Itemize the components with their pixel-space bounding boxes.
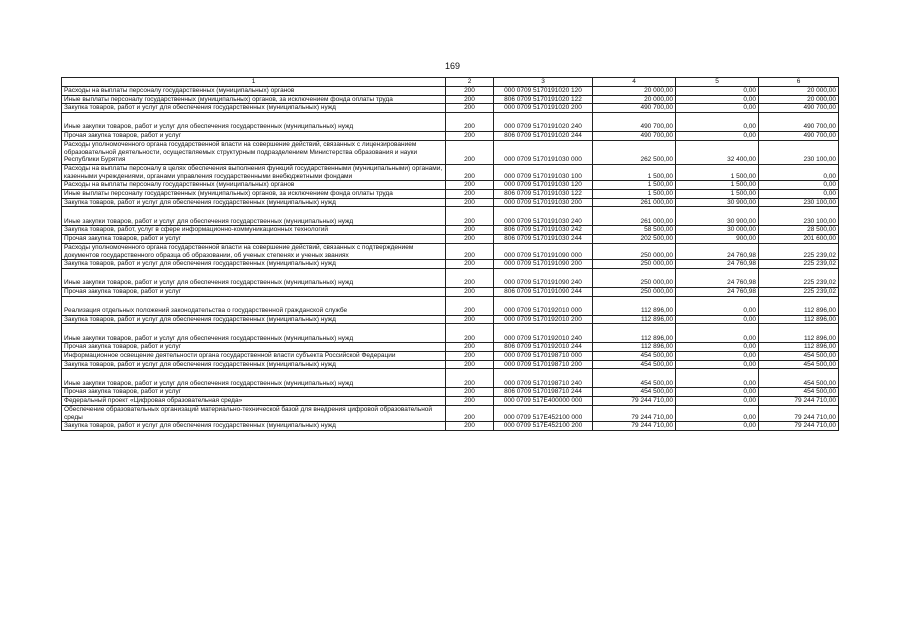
budget-code-cell: 000 0709 5170191030 100 xyxy=(494,164,593,180)
table-row xyxy=(62,360,839,369)
amount-cell: 0,00 xyxy=(676,315,759,324)
budget-code-cell: 000 0709 5170191020 120 xyxy=(494,87,593,96)
expense-name-cell: Реализация отдельных положений законодательства о государственной гражданской службе xyxy=(62,296,446,315)
expense-name-cell: Иные закупки товаров, работ и услуг для обеспечения государственных (муниципальных) нужд xyxy=(62,113,446,132)
expense-name-cell: Федеральный проект «Цифровая образовательная среда» xyxy=(62,397,446,406)
budget-code-cell: 000 0709 5170192010 200 xyxy=(494,315,593,324)
amount-cell: 24 760,98 xyxy=(676,243,759,259)
amount-cell: 0,00 xyxy=(759,181,839,190)
amount-cell: 490 700,00 xyxy=(759,113,839,132)
expense-name-cell: Закупка товаров, работ и услуг для обеспечения государственных (муниципальных) нужд xyxy=(62,360,446,369)
table-row xyxy=(62,140,839,164)
amount-cell: 112 896,00 xyxy=(593,343,676,352)
line-code-cell: 200 xyxy=(446,190,494,199)
expense-name-cell: Иные закупки товаров, работ и услуг для обеспечения государственных (муниципальных) нужд xyxy=(62,207,446,226)
budget-code-cell: 000 0709 5170198710 200 xyxy=(494,360,593,369)
table-row xyxy=(62,422,839,431)
amount-cell: 454 500,00 xyxy=(593,369,676,388)
amount-cell: 30 900,00 xyxy=(676,207,759,226)
line-code-cell: 200 xyxy=(446,104,494,113)
expense-name-cell: Иные закупки товаров, работ и услуг для обеспечения государственных (муниципальных) нужд xyxy=(62,324,446,343)
budget-code-cell: 000 0709 5170192010 000 xyxy=(494,296,593,315)
expense-name-cell: Расходы на выплаты персоналу государственных (муниципальных) органов xyxy=(62,87,446,96)
amount-cell: 900,00 xyxy=(676,235,759,244)
expense-name-cell: Расходы на выплаты персоналу государственных (муниципальных) органов xyxy=(62,181,446,190)
budget-code-cell: 806 0709 5170192010 244 xyxy=(494,343,593,352)
amount-cell: 225 239,02 xyxy=(759,287,839,296)
amount-cell: 20 000,00 xyxy=(593,87,676,96)
amount-cell: 20 000,00 xyxy=(759,95,839,104)
line-code-cell: 200 xyxy=(446,113,494,132)
amount-cell: 0,00 xyxy=(676,360,759,369)
expense-name-cell: Иные выплаты персоналу государственных (муниципальных) органов, за исключением фонда оплаты труда xyxy=(62,190,446,199)
expense-name-cell: Прочая закупка товаров, работ и услуг xyxy=(62,287,446,296)
table-row xyxy=(62,164,839,180)
line-code-cell: 200 xyxy=(446,388,494,397)
table-row xyxy=(62,190,839,199)
expense-name-cell: Закупка товаров, работ и услуг для обеспечения государственных (муниципальных) нужд xyxy=(62,260,446,269)
amount-cell: 230 100,00 xyxy=(759,198,839,207)
line-code-cell: 200 xyxy=(446,260,494,269)
amount-cell: 230 100,00 xyxy=(759,207,839,226)
amount-cell: 24 760,98 xyxy=(676,287,759,296)
amount-cell: 0,00 xyxy=(676,132,759,141)
amount-cell: 454 500,00 xyxy=(759,352,839,361)
table-row xyxy=(62,287,839,296)
amount-cell: 30 900,00 xyxy=(676,198,759,207)
expense-name-cell: Прочая закупка товаров, работ и услуг xyxy=(62,388,446,397)
expense-name-cell: Иные закупки товаров, работ и услуг для обеспечения государственных (муниципальных) нужд xyxy=(62,369,446,388)
line-code-cell: 200 xyxy=(446,235,494,244)
amount-cell: 0,00 xyxy=(676,405,759,421)
budget-code-cell: 806 0709 5170191030 244 xyxy=(494,235,593,244)
expense-name-cell: Закупка товаров, работ и услуг для обеспечения государственных (муниципальных) нужд xyxy=(62,422,446,431)
amount-cell: 0,00 xyxy=(676,104,759,113)
line-code-cell: 200 xyxy=(446,360,494,369)
table-row xyxy=(62,235,839,244)
amount-cell: 490 700,00 xyxy=(759,132,839,141)
budget-code-cell: 000 0709 5170191030 240 xyxy=(494,207,593,226)
budget-table xyxy=(61,77,839,431)
amount-cell: 112 896,00 xyxy=(593,296,676,315)
amount-cell: 79 244 710,00 xyxy=(759,397,839,406)
amount-cell: 79 244 710,00 xyxy=(759,405,839,421)
amount-cell: 20 000,00 xyxy=(593,95,676,104)
line-code-cell: 200 xyxy=(446,324,494,343)
expense-name-cell: Иные выплаты персоналу государственных (муниципальных) органов, за исключением фонда оплаты труда xyxy=(62,95,446,104)
line-code-cell: 200 xyxy=(446,95,494,104)
table-row xyxy=(62,260,839,269)
amount-cell: 261 000,00 xyxy=(593,198,676,207)
line-code-cell: 200 xyxy=(446,405,494,421)
table-row xyxy=(62,343,839,352)
line-code-cell: 200 xyxy=(446,287,494,296)
amount-cell: 261 000,00 xyxy=(593,207,676,226)
table-row xyxy=(62,296,839,315)
amount-cell: 30 000,00 xyxy=(676,226,759,235)
table-row xyxy=(62,207,839,226)
line-code-cell: 200 xyxy=(446,343,494,352)
amount-cell: 454 500,00 xyxy=(593,360,676,369)
amount-cell: 0,00 xyxy=(676,324,759,343)
amount-cell: 250 000,00 xyxy=(593,260,676,269)
amount-cell: 0,00 xyxy=(676,369,759,388)
amount-cell: 20 000,00 xyxy=(759,87,839,96)
amount-cell: 112 896,00 xyxy=(759,315,839,324)
line-code-cell: 200 xyxy=(446,132,494,141)
table-row xyxy=(62,87,839,96)
line-code-cell: 200 xyxy=(446,397,494,406)
table-row xyxy=(62,388,839,397)
expense-name-cell: Расходы уполномоченного органа государственной власти на совершение действий, связанных с подтверждением документов государственного образца об образовании, об ученых степенях и ученых званиях xyxy=(62,243,446,259)
amount-cell: 79 244 710,00 xyxy=(593,405,676,421)
budget-code-cell: 806 0709 5170191090 244 xyxy=(494,287,593,296)
amount-cell: 0,00 xyxy=(676,397,759,406)
budget-code-cell: 806 0709 5170198710 244 xyxy=(494,388,593,397)
budget-code-cell: 806 0709 5170191020 122 xyxy=(494,95,593,104)
budget-code-cell: 000 0709 5170192010 240 xyxy=(494,324,593,343)
line-code-cell: 200 xyxy=(446,352,494,361)
column-header: 6 xyxy=(759,78,839,87)
amount-cell: 24 760,98 xyxy=(676,260,759,269)
line-code-cell: 200 xyxy=(446,243,494,259)
budget-code-cell: 000 0709 5170191020 200 xyxy=(494,104,593,113)
amount-cell: 112 896,00 xyxy=(759,343,839,352)
expense-name-cell: Информационное освещение деятельности органа государственной власти субъекта Российской Федерации xyxy=(62,352,446,361)
amount-cell: 454 500,00 xyxy=(759,388,839,397)
amount-cell: 1 500,00 xyxy=(676,164,759,180)
table-header-row xyxy=(62,78,839,87)
column-header: 3 xyxy=(494,78,593,87)
amount-cell: 0,00 xyxy=(676,388,759,397)
expense-name-cell: Расходы на выплаты персоналу в целях обеспечения выполнения функций государственными (муниципальными) органами, казенными учреждениями, органами управления государственными внебюджетными фондами xyxy=(62,164,446,180)
expense-name-cell: Закупка товаров, работ, услуг в сфере информационно-коммуникационных технологий xyxy=(62,226,446,235)
table-row xyxy=(62,352,839,361)
column-header: 2 xyxy=(446,78,494,87)
expense-name-cell: Прочая закупка товаров, работ и услуг xyxy=(62,343,446,352)
amount-cell: 79 244 710,00 xyxy=(593,422,676,431)
column-header: 4 xyxy=(593,78,676,87)
amount-cell: 0,00 xyxy=(676,296,759,315)
amount-cell: 201 600,00 xyxy=(759,235,839,244)
amount-cell: 1 500,00 xyxy=(593,164,676,180)
column-header: 5 xyxy=(676,78,759,87)
expense-name-cell: Закупка товаров, работ и услуг для обеспечения государственных (муниципальных) нужд xyxy=(62,315,446,324)
amount-cell: 24 760,98 xyxy=(676,268,759,287)
amount-cell: 58 500,00 xyxy=(593,226,676,235)
amount-cell: 0,00 xyxy=(676,422,759,431)
budget-code-cell: 000 0709 5170191030 200 xyxy=(494,198,593,207)
amount-cell: 112 896,00 xyxy=(593,315,676,324)
budget-code-cell: 000 0709 5170191090 000 xyxy=(494,243,593,259)
table-row xyxy=(62,268,839,287)
table-row xyxy=(62,95,839,104)
budget-code-cell: 000 0709 5170191020 240 xyxy=(494,113,593,132)
budget-code-cell: 000 0709 5170191090 200 xyxy=(494,260,593,269)
amount-cell: 112 896,00 xyxy=(759,296,839,315)
amount-cell: 1 500,00 xyxy=(676,181,759,190)
line-code-cell: 200 xyxy=(446,140,494,164)
amount-cell: 0,00 xyxy=(676,87,759,96)
amount-cell: 112 896,00 xyxy=(593,324,676,343)
amount-cell: 1 500,00 xyxy=(593,181,676,190)
page-number: 169 xyxy=(444,61,461,71)
budget-code-cell: 000 0709 517E400000 000 xyxy=(494,397,593,406)
amount-cell: 454 500,00 xyxy=(759,369,839,388)
amount-cell: 28 500,00 xyxy=(759,226,839,235)
table-row xyxy=(62,405,839,421)
amount-cell: 79 244 710,00 xyxy=(593,397,676,406)
table-row xyxy=(62,324,839,343)
line-code-cell: 200 xyxy=(446,198,494,207)
amount-cell: 225 239,02 xyxy=(759,260,839,269)
table-row xyxy=(62,132,839,141)
amount-cell: 32 400,00 xyxy=(676,140,759,164)
amount-cell: 250 000,00 xyxy=(593,268,676,287)
budget-code-cell: 000 0709 5170198710 240 xyxy=(494,369,593,388)
expense-name-cell: Закупка товаров, работ и услуг для обеспечения государственных (муниципальных) нужд xyxy=(62,198,446,207)
line-code-cell: 200 xyxy=(446,181,494,190)
amount-cell: 1 500,00 xyxy=(676,190,759,199)
line-code-cell: 200 xyxy=(446,315,494,324)
line-code-cell: 200 xyxy=(446,226,494,235)
budget-code-cell: 806 0709 5170191020 244 xyxy=(494,132,593,141)
table-row xyxy=(62,369,839,388)
line-code-cell: 200 xyxy=(446,207,494,226)
amount-cell: 1 500,00 xyxy=(593,190,676,199)
budget-code-cell: 000 0709 517E452100 200 xyxy=(494,422,593,431)
amount-cell: 454 500,00 xyxy=(593,352,676,361)
budget-code-cell: 806 0709 5170191030 122 xyxy=(494,190,593,199)
amount-cell: 225 239,02 xyxy=(759,268,839,287)
amount-cell: 79 244 710,00 xyxy=(759,422,839,431)
budget-code-cell: 000 0709 5170191030 000 xyxy=(494,140,593,164)
amount-cell: 0,00 xyxy=(676,343,759,352)
amount-cell: 225 239,02 xyxy=(759,243,839,259)
budget-code-cell: 000 0709 5170191030 120 xyxy=(494,181,593,190)
line-code-cell: 200 xyxy=(446,296,494,315)
table-row xyxy=(62,113,839,132)
budget-code-cell: 000 0709 5170191090 240 xyxy=(494,268,593,287)
expense-name-cell: Прочая закупка товаров, работ и услуг xyxy=(62,235,446,244)
expense-name-cell: Прочая закупка товаров, работ и услуг xyxy=(62,132,446,141)
amount-cell: 490 700,00 xyxy=(759,104,839,113)
line-code-cell: 200 xyxy=(446,268,494,287)
table-row xyxy=(62,397,839,406)
table-row xyxy=(62,243,839,259)
line-code-cell: 200 xyxy=(446,164,494,180)
amount-cell: 230 100,00 xyxy=(759,140,839,164)
table-row xyxy=(62,315,839,324)
amount-cell: 490 700,00 xyxy=(593,113,676,132)
amount-cell: 0,00 xyxy=(676,113,759,132)
amount-cell: 262 500,00 xyxy=(593,140,676,164)
budget-code-cell: 000 0709 517E452100 000 xyxy=(494,405,593,421)
expense-name-cell: Закупка товаров, работ и услуг для обеспечения государственных (муниципальных) нужд xyxy=(62,104,446,113)
expense-name-cell: Расходы уполномоченного органа государственной власти на совершение действий, связанных с лицензированием образовательной деятельности, осуществляемых структурным подразделением Министерства образования и науки Республики Бурятия xyxy=(62,140,446,164)
table-row xyxy=(62,226,839,235)
table-row xyxy=(62,181,839,190)
amount-cell: 454 500,00 xyxy=(759,360,839,369)
line-code-cell: 200 xyxy=(446,87,494,96)
column-header: 1 xyxy=(62,78,446,87)
expense-name-cell: Иные закупки товаров, работ и услуг для обеспечения государственных (муниципальных) нужд xyxy=(62,268,446,287)
amount-cell: 490 700,00 xyxy=(593,104,676,113)
amount-cell: 454 500,00 xyxy=(593,388,676,397)
line-code-cell: 200 xyxy=(446,369,494,388)
line-code-cell: 200 xyxy=(446,422,494,431)
budget-code-cell: 000 0709 5170198710 000 xyxy=(494,352,593,361)
expense-name-cell: Обеспечение образовательных организаций материально-технической базой для внедрения цифровой образовательной среды xyxy=(62,405,446,421)
amount-cell: 250 000,00 xyxy=(593,287,676,296)
amount-cell: 0,00 xyxy=(676,352,759,361)
amount-cell: 0,00 xyxy=(676,95,759,104)
amount-cell: 490 700,00 xyxy=(593,132,676,141)
amount-cell: 0,00 xyxy=(759,164,839,180)
amount-cell: 250 000,00 xyxy=(593,243,676,259)
table-row xyxy=(62,198,839,207)
table-row xyxy=(62,104,839,113)
budget-code-cell: 806 0709 5170191030 242 xyxy=(494,226,593,235)
amount-cell: 0,00 xyxy=(759,190,839,199)
amount-cell: 112 896,00 xyxy=(759,324,839,343)
amount-cell: 202 500,00 xyxy=(593,235,676,244)
